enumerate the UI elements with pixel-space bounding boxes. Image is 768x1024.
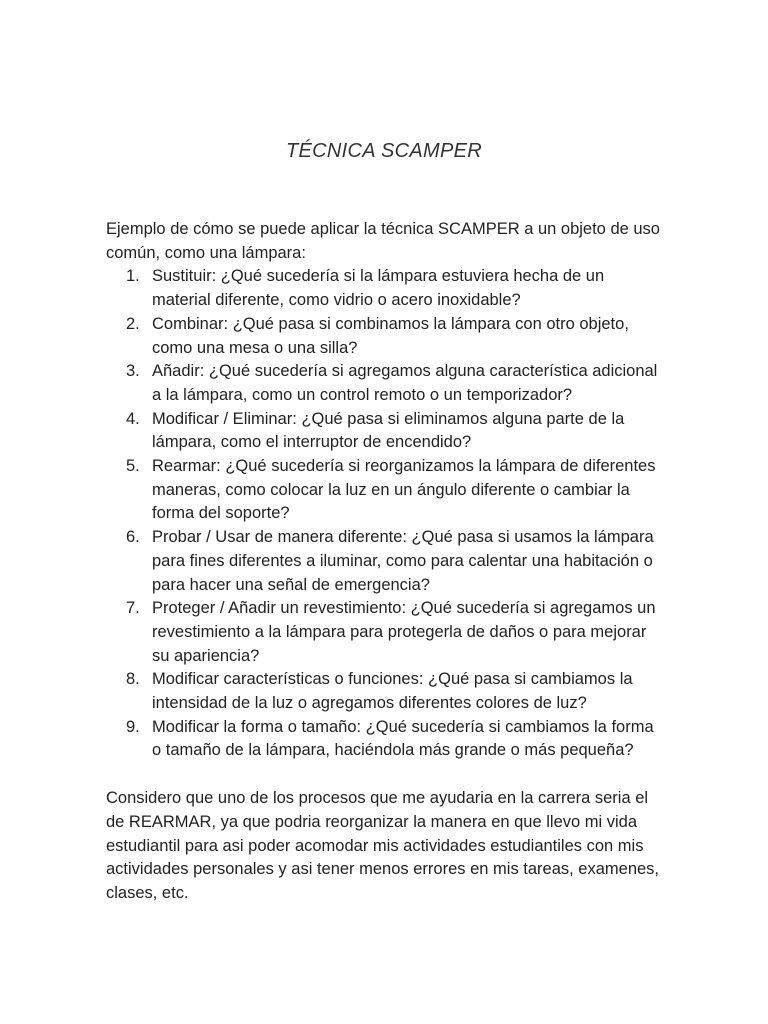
list-item (106, 313, 666, 360)
list-item-number: 2. (126, 314, 140, 333)
intro-paragraph: Ejemplo de cómo se puede aplicar la técnica SCAMPER a un objeto de uso común, como una lámpara: (106, 220, 660, 262)
list-item (106, 455, 666, 526)
list-item-number: 3. (126, 362, 140, 381)
list-item (106, 716, 666, 763)
page-title: TÉCNICA SCAMPER (285, 140, 482, 162)
list-item-number: 7. (126, 599, 140, 618)
list-item (106, 265, 666, 312)
list-item (106, 668, 666, 715)
list-item-number: 9. (126, 717, 140, 736)
list-item-text: Modificar la forma o tamaño: ¿Qué sucedería si cambiamos la forma o tamaño de la lámpara, haciéndola más grande o más pequeña? (152, 717, 654, 760)
list-item-text: Proteger / Añadir un revestimiento: ¿Qué sucedería si agregamos un revestimiento a la lámpara para protegerla de daños o para mejorar su apariencia? (152, 599, 656, 665)
list-item-number: 6. (126, 528, 140, 547)
list-item-number: 5. (126, 457, 140, 476)
scamper-steps-list (106, 265, 666, 763)
list-item-text: Modificar características o funciones: ¿Qué pasa si cambiamos la intensidad de la luz o agregamos diferentes colores de luz? (152, 670, 633, 713)
list-item (106, 597, 666, 668)
list-item-text: Modificar / Eliminar: ¿Qué pasa si eliminamos alguna parte de la lámpara, como el interruptor de encendido? (152, 409, 625, 452)
list-item (106, 408, 666, 455)
list-item-number: 8. (126, 670, 140, 689)
list-item (106, 526, 666, 597)
document-body (106, 218, 666, 906)
list-item (106, 360, 666, 407)
list-item-text: Probar / Usar de manera diferente: ¿Qué pasa si usamos la lámpara para fines diferentes a iluminar, como para calentar una habitación o para hacer una señal de emergencia? (152, 528, 654, 594)
list-item-number: 1. (126, 267, 140, 286)
list-item-number: 4. (126, 409, 140, 428)
list-item-text: Rearmar: ¿Qué sucedería si reorganizamos la lámpara de diferentes maneras, como colocar la luz en un ángulo diferente o cambiar la forma del soporte? (152, 457, 656, 523)
conclusion-paragraph: Considero que uno de los procesos que me ayudaria en la carrera seria el de REARMAR, ya que podria reorganizar la manera en que llevo mi vida estudiantil para asi poder acomodar mis actividades estudiantiles con mis actividades personales y asi tener menos errores en mis tareas, examenes, clases, etc. (106, 789, 660, 902)
list-item-text: Añadir: ¿Qué sucedería si agregamos alguna característica adicional a la lámpara, como un control remoto o un temporizador? (152, 362, 658, 404)
list-item-text: Combinar: ¿Qué pasa si combinamos la lámpara con otro objeto, como una mesa o una silla? (152, 314, 629, 357)
list-item-text: Sustituir: ¿Qué sucedería si la lámpara estuviera hecha de un material diferente, como vidrio o acero inoxidable? (152, 267, 605, 310)
